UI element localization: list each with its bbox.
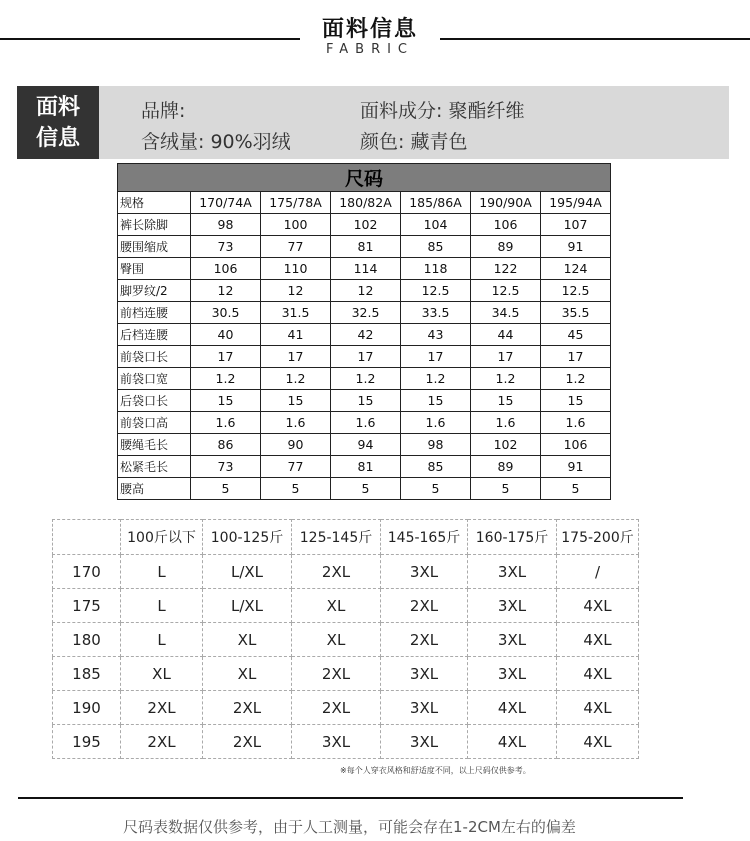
recommended-size-cell: 3XL	[468, 657, 557, 691]
recommended-size-cell: 3XL	[381, 725, 468, 759]
size-chart-cell: 81	[331, 456, 401, 478]
size-chart-row-label: 后袋口长	[118, 390, 191, 412]
size-chart-cell: 12	[261, 280, 331, 302]
size-chart-column-header: 195/94A	[541, 192, 611, 214]
size-chart-row	[118, 258, 611, 280]
size-chart-cell: 5	[331, 478, 401, 500]
size-chart-row	[118, 478, 611, 500]
size-chart-cell: 104	[401, 214, 471, 236]
recommended-size-cell: 4XL	[557, 589, 639, 623]
recommended-size-cell: 3XL	[468, 589, 557, 623]
size-chart-cell: 15	[471, 390, 541, 412]
size-chart-cell: 102	[471, 434, 541, 456]
size-chart-row	[118, 280, 611, 302]
size-chart-cell: 124	[541, 258, 611, 280]
size-chart-row-label: 腰绳毛长	[118, 434, 191, 456]
size-chart-row	[118, 412, 611, 434]
size-chart-cell: 85	[401, 236, 471, 258]
size-chart-row	[118, 456, 611, 478]
recommended-size-cell: 4XL	[557, 725, 639, 759]
size-chart-cell: 30.5	[191, 302, 261, 324]
size-chart-caption: 尺码	[118, 164, 611, 192]
brand-field: 品牌:	[141, 100, 186, 122]
size-chart-cell: 118	[401, 258, 471, 280]
size-chart-cell: 77	[261, 456, 331, 478]
size-chart-cell: 5	[191, 478, 261, 500]
recommendation-corner-cell	[53, 520, 121, 555]
size-chart-cell: 106	[191, 258, 261, 280]
weight-range-header: 145-165斤	[381, 520, 468, 555]
size-chart-cell: 1.6	[541, 412, 611, 434]
size-chart-cell: 12.5	[541, 280, 611, 302]
recommended-size-cell: /	[557, 555, 639, 589]
size-chart-column-header: 175/78A	[261, 192, 331, 214]
size-chart-cell: 107	[541, 214, 611, 236]
size-chart-cell: 15	[191, 390, 261, 412]
size-chart-cell: 1.6	[331, 412, 401, 434]
size-chart-row-label: 腰围缩成	[118, 236, 191, 258]
recommended-size-cell: 4XL	[468, 691, 557, 725]
size-chart-cell: 35.5	[541, 302, 611, 324]
size-chart-cell: 98	[401, 434, 471, 456]
material-field: 面料成分: 聚酯纤维	[360, 100, 525, 122]
recommended-size-cell: 4XL	[557, 623, 639, 657]
recommended-size-cell: 2XL	[381, 623, 468, 657]
recommendation-row	[53, 623, 639, 657]
header-rule-right	[440, 38, 750, 40]
size-chart-cell: 34.5	[471, 302, 541, 324]
size-chart-row-label: 前档连腰	[118, 302, 191, 324]
section-title: 面料信息	[321, 17, 418, 42]
size-chart-cell: 1.2	[471, 368, 541, 390]
size-chart-row-label: 松紧毛长	[118, 456, 191, 478]
fabric-tag-line-1: 面料	[35, 95, 80, 120]
size-chart-row-label: 前袋口长	[118, 346, 191, 368]
size-chart-column-header: 170/74A	[191, 192, 261, 214]
size-chart-cell: 1.2	[401, 368, 471, 390]
size-chart-cell: 91	[541, 456, 611, 478]
weight-range-header: 100斤以下	[121, 520, 203, 555]
header-rule-left	[0, 38, 300, 40]
size-chart-cell: 17	[331, 346, 401, 368]
size-chart-cell: 5	[471, 478, 541, 500]
size-chart-cell: 90	[261, 434, 331, 456]
size-chart-cell: 89	[471, 456, 541, 478]
recommended-size-cell: 3XL	[468, 623, 557, 657]
height-label: 180	[53, 623, 121, 657]
size-chart-cell: 1.6	[191, 412, 261, 434]
size-chart-cell: 32.5	[331, 302, 401, 324]
height-label: 185	[53, 657, 121, 691]
size-chart-cell: 12.5	[471, 280, 541, 302]
size-chart-cell: 17	[471, 346, 541, 368]
fabric-info-tag	[17, 86, 99, 159]
recommended-size-cell: 3XL	[468, 555, 557, 589]
size-chart-cell: 114	[331, 258, 401, 280]
recommended-size-cell: XL	[292, 589, 381, 623]
recommended-size-cell: 4XL	[557, 691, 639, 725]
size-chart-spec-header: 规格	[118, 192, 191, 214]
size-chart-row	[118, 368, 611, 390]
weight-range-header: 175-200斤	[557, 520, 639, 555]
height-label: 190	[53, 691, 121, 725]
recommended-size-cell: 2XL	[121, 691, 203, 725]
size-chart-cell: 98	[191, 214, 261, 236]
size-chart-cell: 122	[471, 258, 541, 280]
size-chart-row-label: 后档连腰	[118, 324, 191, 346]
size-chart-cell: 73	[191, 236, 261, 258]
size-chart-row-label: 前袋口高	[118, 412, 191, 434]
size-chart-column-header: 185/86A	[401, 192, 471, 214]
size-chart-row-label: 臀围	[118, 258, 191, 280]
size-chart-row-label: 脚罗纹/2	[118, 280, 191, 302]
size-chart-cell: 17	[541, 346, 611, 368]
size-chart-cell: 17	[191, 346, 261, 368]
recommended-size-cell: 2XL	[381, 589, 468, 623]
size-chart-row	[118, 302, 611, 324]
size-chart-cell: 81	[331, 236, 401, 258]
recommended-size-cell: L	[121, 589, 203, 623]
recommended-size-cell: 2XL	[292, 555, 381, 589]
size-chart-cell: 44	[471, 324, 541, 346]
size-chart-cell: 12.5	[401, 280, 471, 302]
size-chart-row-label: 腰高	[118, 478, 191, 500]
size-chart-cell: 86	[191, 434, 261, 456]
weight-range-header: 125-145斤	[292, 520, 381, 555]
recommended-size-cell: 3XL	[381, 657, 468, 691]
down-content-field: 含绒量: 90%羽绒	[141, 131, 291, 153]
recommended-size-cell: 2XL	[121, 725, 203, 759]
size-chart-cell: 1.6	[401, 412, 471, 434]
size-chart-cell: 1.2	[261, 368, 331, 390]
size-chart-cell: 17	[261, 346, 331, 368]
size-chart-cell: 77	[261, 236, 331, 258]
recommended-size-cell: 3XL	[381, 691, 468, 725]
size-chart-cell: 33.5	[401, 302, 471, 324]
size-chart-table	[117, 163, 611, 500]
size-recommendation-table	[52, 519, 639, 759]
recommended-size-cell: XL	[203, 623, 292, 657]
size-chart-cell: 94	[331, 434, 401, 456]
recommendation-row	[53, 691, 639, 725]
size-chart-cell: 41	[261, 324, 331, 346]
size-chart-cell: 5	[401, 478, 471, 500]
size-chart-cell: 73	[191, 456, 261, 478]
size-chart-cell: 1.6	[471, 412, 541, 434]
size-chart-cell: 15	[331, 390, 401, 412]
size-chart-cell: 5	[541, 478, 611, 500]
size-chart-row	[118, 434, 611, 456]
size-chart-cell: 106	[541, 434, 611, 456]
size-chart-row	[118, 236, 611, 258]
size-chart-cell: 12	[191, 280, 261, 302]
size-chart-cell: 15	[541, 390, 611, 412]
size-chart-cell: 5	[261, 478, 331, 500]
recommended-size-cell: XL	[121, 657, 203, 691]
size-chart-header-row	[118, 192, 611, 214]
size-chart-row	[118, 390, 611, 412]
size-chart-cell: 15	[401, 390, 471, 412]
recommendation-header-row	[53, 520, 639, 555]
size-chart-cell: 45	[541, 324, 611, 346]
recommended-size-cell: L/XL	[203, 589, 292, 623]
recommendation-row	[53, 725, 639, 759]
size-chart-cell: 110	[261, 258, 331, 280]
recommended-size-cell: 3XL	[381, 555, 468, 589]
size-chart-cell: 1.2	[331, 368, 401, 390]
size-chart-cell: 91	[541, 236, 611, 258]
section-subtitle: FABRIC	[325, 42, 415, 57]
recommended-size-cell: XL	[203, 657, 292, 691]
recommended-size-cell: 2XL	[203, 691, 292, 725]
size-chart-row	[118, 346, 611, 368]
size-chart-cell: 40	[191, 324, 261, 346]
size-chart-cell: 106	[471, 214, 541, 236]
size-chart-cell: 89	[471, 236, 541, 258]
recommended-size-cell: L	[121, 555, 203, 589]
size-chart-cell: 17	[401, 346, 471, 368]
footer-rule	[18, 797, 683, 799]
size-chart-cell: 15	[261, 390, 331, 412]
size-chart-cell: 1.2	[541, 368, 611, 390]
recommended-size-cell: L/XL	[203, 555, 292, 589]
recommended-size-cell: 4XL	[468, 725, 557, 759]
recommended-size-cell: L	[121, 623, 203, 657]
size-chart-cell: 100	[261, 214, 331, 236]
size-chart-cell: 1.6	[261, 412, 331, 434]
color-field: 颜色: 藏青色	[360, 131, 468, 153]
fabric-tag-line-2: 信息	[35, 126, 80, 151]
size-chart-cell: 12	[331, 280, 401, 302]
size-chart-cell: 42	[331, 324, 401, 346]
recommendation-row	[53, 657, 639, 691]
size-chart-row-label: 前袋口宽	[118, 368, 191, 390]
recommended-size-cell: 3XL	[292, 725, 381, 759]
footer-disclaimer: 尺码表数据仅供参考，由于人工测量，可能会存在1-2CM左右的偏差	[123, 818, 576, 836]
recommended-size-cell: 2XL	[292, 691, 381, 725]
size-chart-cell: 1.2	[191, 368, 261, 390]
recommendation-row	[53, 555, 639, 589]
size-chart-cell: 85	[401, 456, 471, 478]
recommended-size-cell: XL	[292, 623, 381, 657]
size-chart-column-header: 180/82A	[331, 192, 401, 214]
size-chart-cell: 102	[331, 214, 401, 236]
size-chart-row	[118, 324, 611, 346]
recommended-size-cell: 4XL	[557, 657, 639, 691]
height-label: 175	[53, 589, 121, 623]
size-chart-column-header: 190/90A	[471, 192, 541, 214]
weight-range-header: 100-125斤	[203, 520, 292, 555]
recommended-size-cell: 2XL	[292, 657, 381, 691]
size-chart-cell: 43	[401, 324, 471, 346]
weight-range-header: 160-175斤	[468, 520, 557, 555]
height-label: 195	[53, 725, 121, 759]
height-label: 170	[53, 555, 121, 589]
fit-note: ※每个人穿衣风格和舒适度不同，以上尺码仅供参考。	[340, 766, 531, 775]
recommendation-row	[53, 589, 639, 623]
size-chart-cell: 31.5	[261, 302, 331, 324]
size-chart-row-label: 裤长除脚	[118, 214, 191, 236]
recommended-size-cell: 2XL	[203, 725, 292, 759]
size-chart-row	[118, 214, 611, 236]
